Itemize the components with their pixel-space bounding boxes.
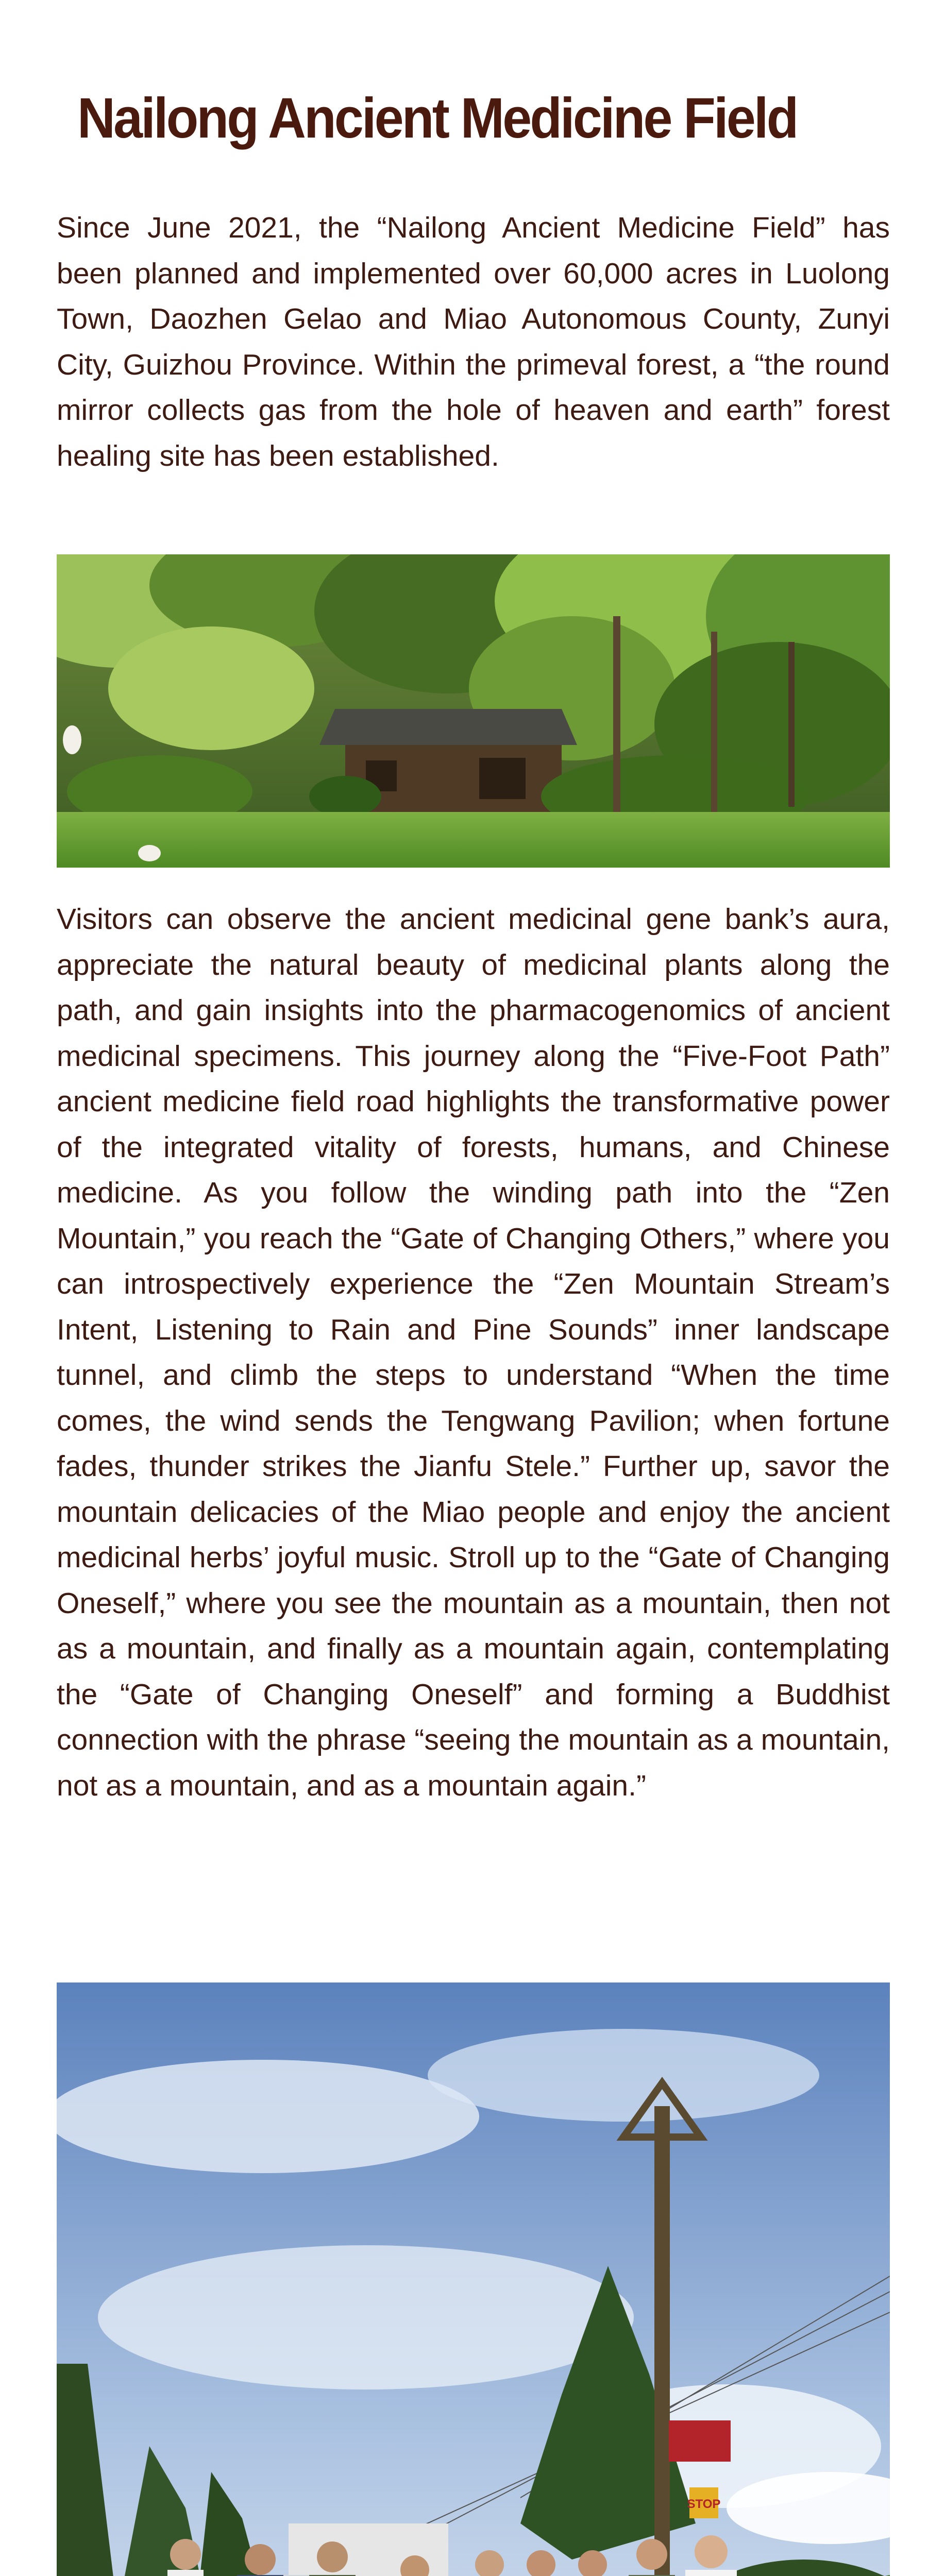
stop-sign-text: STOP <box>687 2497 721 2511</box>
article-title: Nailong Ancient Medicine Field <box>77 87 797 150</box>
forest-village-image <box>57 554 890 868</box>
intro-paragraph: Since June 2021, the “Nailong Ancient Medicine Field” has been planned and implemented over 60,000 acres in Luolong Town, Daozhen Gelao and Miao Autonomous County, Zunyi City, Guizhou Province. Within the primeval forest, a “the round mirror collects gas from the hole of heaven and earth” forest healing site has been established. <box>57 211 890 472</box>
group-photo-image <box>57 1982 890 2576</box>
journey-paragraph: Visitors can observe the ancient medicinal gene bank’s aura, appreciate the natural beauty of medicinal plants along the path, and gain insights into the pharmacogenomics of ancient medicinal specimens. This journey along the “Five-Foot Path” ancient medicine field road highlights the transformative power of the integrated vitality of forests, humans, and Chinese medicine. As you follow the winding path into the “Zen Mountain,” you reach the “Gate of Changing Others,” where you can introspectively experience the “Zen Mountain Stream’s Intent, Listening to Rain and Pine Sounds” inner landscape tunnel, and climb the steps to understand “When the time comes, the wind sends the Tengwang Pavilion; when fortune fades, thunder strikes the Jianfu Stele.” Further up, savor the mountain delicacies of the Miao people and enjoy the ancient medicinal herbs’ joyful music. Stroll up to the “Gate of Changing Oneself,” where you see the mountain as a mountain, then not as a mountain, and finally as a mountain again, contemplating the “Gate of Changing Oneself” and forming a Buddhist connection with the phrase “seeing the mountain as a mountain, not as a mountain, and as a mountain again.” <box>57 903 890 1802</box>
group-photo <box>57 1982 890 2576</box>
forest-village-photo <box>57 554 890 868</box>
